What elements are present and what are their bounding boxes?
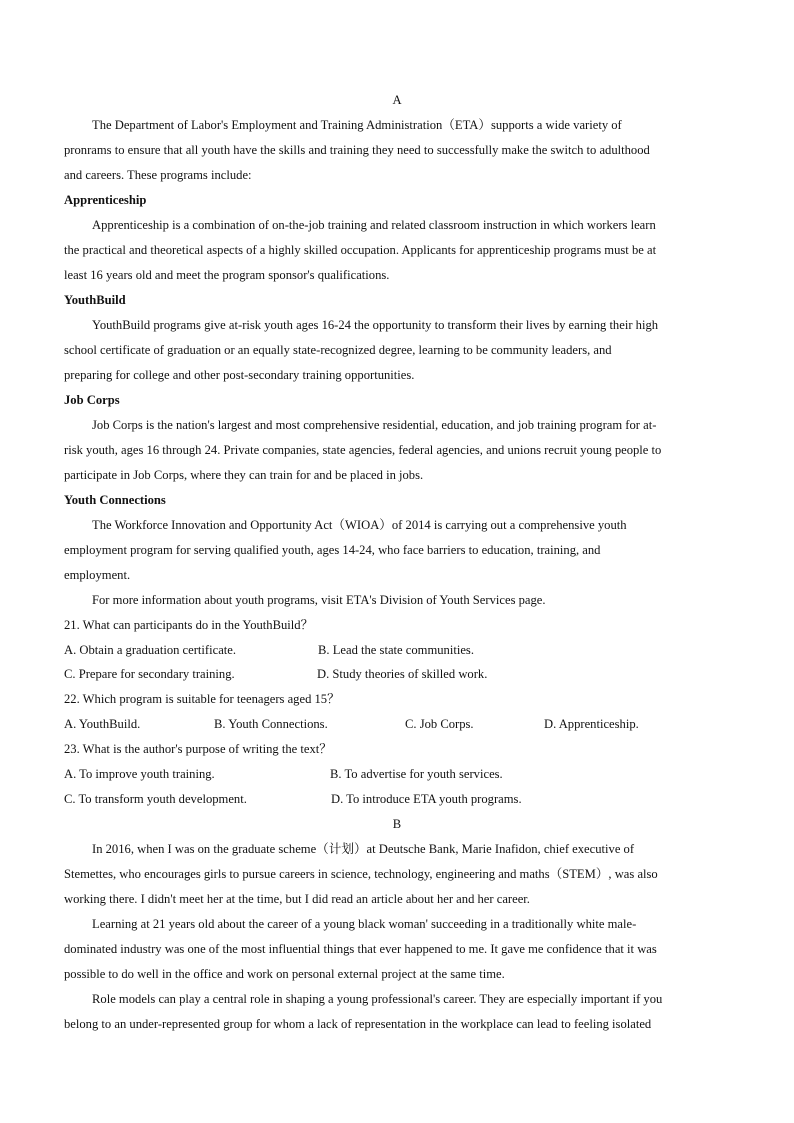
program-title-apprenticeship: Apprenticeship (64, 193, 147, 207)
program-title-youth-connections: Youth Connections (64, 493, 166, 507)
program-title-job-corps: Job Corps (64, 393, 120, 407)
answer-option: C. To transform youth development. (64, 792, 247, 806)
program-text-line: employment. (64, 568, 131, 582)
answer-option: C. Job Corps. (405, 717, 474, 731)
question-stem: 21. What can participants do in the YouthBuild？ (64, 618, 314, 632)
more-info-line: For more information about youth programs, visit ETA's Division of Youth Services page. (92, 593, 546, 607)
passage-line: In 2016, when I was on the graduate scheme（计划）at Deutsche Bank, Marie Inafidon, chief executive of (92, 842, 635, 856)
answer-option: A. To improve youth training. (64, 767, 215, 781)
program-text-line: least 16 years old and meet the program sponsor's qualifications. (64, 268, 390, 282)
answer-option: D. Apprenticeship. (544, 717, 639, 731)
intro-line: pronrams to ensure that all youth have the skills and training they need to successfully make the switch to adulthood (64, 143, 650, 157)
passage-line: working there. I didn't meet her at the time, but I did read an article about her and her career. (64, 892, 530, 906)
passage-line: possible to do well in the office and work on personal external project at the same time. (64, 967, 505, 981)
program-text-line: Apprenticeship is a combination of on-the-job training and related classroom instruction in which workers learn (92, 218, 656, 232)
question-stem: 23. What is the author's purpose of writing the text？ (64, 742, 332, 756)
program-text-line: The Workforce Innovation and Opportunity Act（WIOA）of 2014 is carrying out a comprehensive youth (92, 518, 627, 532)
program-text-line: the practical and theoretical aspects of a highly skilled occupation. Applicants for apprenticeship programs must be at (64, 243, 657, 257)
passage-line: Learning at 21 years old about the career of a young black woman' succeeding in a traditionally white male- (92, 917, 637, 931)
program-text-line: employment program for serving qualified youth, ages 14-24, who face barriers to education, training, and (64, 543, 601, 557)
program-text-line: risk youth, ages 16 through 24. Private companies, state agencies, federal agencies, and unions recruit young people to (64, 443, 662, 457)
answer-option: B. Lead the state communities. (318, 643, 474, 657)
passage-line: dominated industry was one of the most influential things that ever happened to me. It gave me confidence that it was (64, 942, 657, 956)
passage-line: belong to an under-represented group for whom a lack of representation in the workplace can lead to feeling isolated (64, 1017, 652, 1031)
answer-option: A. Obtain a graduation certificate. (64, 643, 237, 657)
intro-line: The Department of Labor's Employment and Training Administration（ETA）supports a wide variety of (92, 118, 622, 132)
answer-option: B. To advertise for youth services. (330, 767, 503, 781)
program-text-line: Job Corps is the nation's largest and most comprehensive residential, education, and job training program for at- (92, 418, 657, 432)
program-title-youthbuild: YouthBuild (64, 293, 126, 307)
passage-line: Stemettes, who encourages girls to pursue careers in science, technology, engineering and maths（STEM）, was also (64, 867, 658, 881)
program-text-line: participate in Job Corps, where they can train for and be placed in jobs. (64, 468, 424, 482)
program-text-line: YouthBuild programs give at-risk youth ages 16-24 the opportunity to transform their lives by earning their high (92, 318, 659, 332)
program-text-line: school certificate of graduation or an equally state-recognized degree, learning to be community leaders, and (64, 343, 612, 357)
program-text-line: preparing for college and other post-secondary training opportunities. (64, 368, 415, 382)
answer-option: D. Study theories of skilled work. (317, 667, 488, 681)
section-a-heading: A (392, 93, 402, 107)
question-stem: 22. Which program is suitable for teenagers aged 15？ (64, 692, 340, 706)
answer-option: A. YouthBuild. (64, 717, 141, 731)
section-b-heading: B (392, 817, 402, 831)
answer-option: B. Youth Connections. (214, 717, 328, 731)
passage-line: Role models can play a central role in shaping a young professional's career. They are especially important if you (92, 992, 663, 1006)
answer-option: C. Prepare for secondary training. (64, 667, 235, 681)
intro-line: and careers. These programs include: (64, 168, 252, 182)
answer-option: D. To introduce ETA youth programs. (331, 792, 522, 806)
